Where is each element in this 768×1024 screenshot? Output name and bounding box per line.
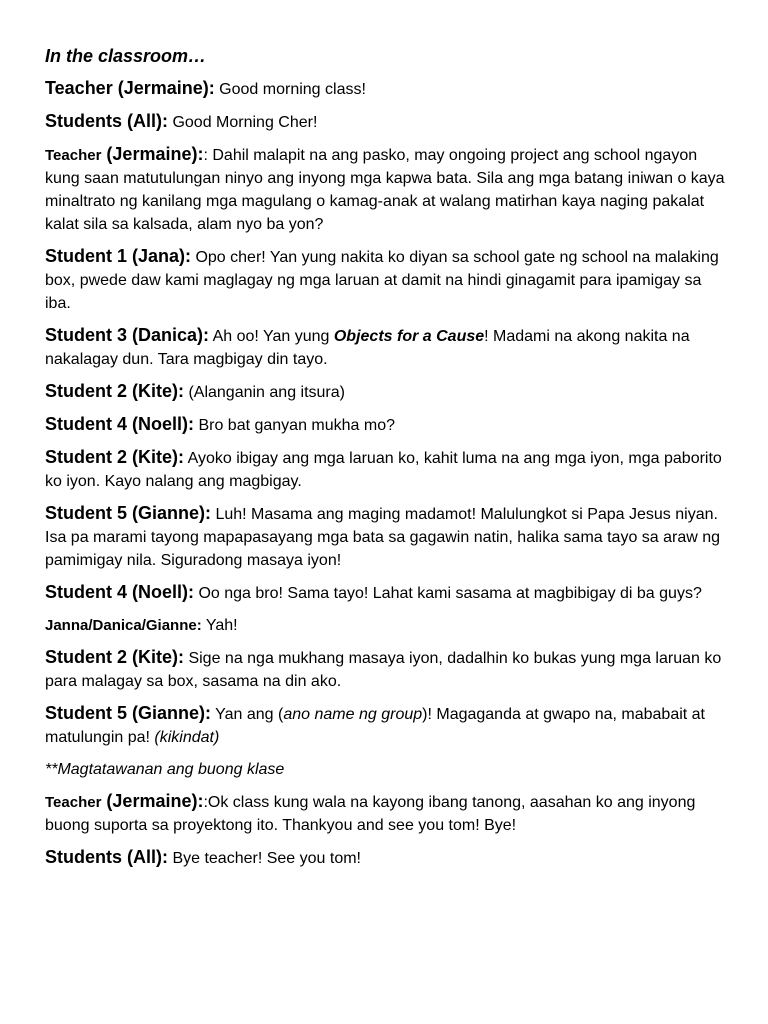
- dialogue-text: Luh! Masama ang maging madamot! Malulungkot si Papa Jesus niyan. Isa pa marami tayong mapapasayang mga bata sa gagawin natin, halika sama tayo sa araw ng pamimigay nila. Siguradong masaya iyon!: [45, 506, 721, 569]
- speaker-label-small: Teacher: [45, 147, 102, 164]
- dialogue-text: ! Madami na akong nakita na nakalagay dun. Tara magbigay din tayo.: [45, 328, 690, 368]
- speaker-label: Student 5 (Gianne):: [45, 503, 211, 523]
- dialogue-line: [45, 380, 727, 404]
- speaker-label: Student 3 (Danica):: [45, 325, 210, 345]
- dialogue-line: [45, 646, 727, 693]
- dialogue-text: Opo cher! Yan yung nakita ko diyan sa school gate ng school na malaking box, pwede daw kami maglagay ng mga laruan at damit na hindi ginagamit para ipamigay sa iba.: [45, 249, 719, 312]
- dialogue-line: [45, 245, 727, 315]
- stage-direction-inline: (kikindat): [154, 729, 220, 746]
- dialogue-text: Ayoko ibigay ang mga laruan ko, kahit luma na ang mga iyon, mga paborito ko iyon. Kayo nalang ang magbigay.: [45, 450, 722, 490]
- dialogue-line: [45, 614, 727, 637]
- dialogue-text: Sige na nga mukhang masaya iyon, dadalhin ko bukas yung mga laruan ko para malagay sa box, sasama na din ako.: [45, 650, 722, 690]
- italic-text: ano name ng group: [283, 706, 423, 723]
- speaker-label: Student 4 (Noell):: [45, 582, 194, 602]
- emphasis-text: Objects for a Cause: [333, 328, 485, 345]
- speaker-label: Student 5 (Gianne):: [45, 703, 211, 723]
- dialogue-text: Yan ang (: [211, 706, 284, 723]
- speaker-label: Students (All):: [45, 847, 168, 867]
- dialogue-line: [45, 790, 727, 837]
- speaker-label: (Jermaine):: [101, 791, 204, 811]
- dialogue-text: Yah!: [201, 617, 238, 634]
- dialogue-text: Good Morning Cher!: [168, 114, 318, 131]
- speaker-label: Students (All):: [45, 111, 168, 131]
- scene-heading: In the classroom…: [45, 46, 207, 66]
- speaker-label: (Jermaine):: [101, 144, 204, 164]
- speaker-label: Student 2 (Kite):: [45, 647, 184, 667]
- dialogue-line: [45, 324, 727, 371]
- dialogue-line: [45, 77, 727, 101]
- dialogue-text: )! Magaganda at gwapo na, mababait at matulungin pa!: [45, 706, 705, 746]
- dialogue-line: [45, 581, 727, 605]
- stage-direction: **Magtatawanan ang buong klase: [45, 761, 285, 778]
- dialogue-line: [45, 702, 727, 749]
- dialogue-text: : Dahil malapit na ang pasko, may ongoing project ang school ngayon kung saan matutulungan ninyo ang inyong mga kapwa bata. Sila ang mga batang iniwan o kaya minaltrato ng kanilang mga magulang o kamag-anak at walang matirhan kaya naging pakalat kalat sila sa kalsada, alam nyo ba yon?: [45, 147, 725, 233]
- document-page: [45, 44, 727, 879]
- speaker-label: Student 2 (Kite):: [45, 381, 184, 401]
- dialogue-text: :Ok class kung wala na kayong ibang tanong, aasahan ko ang inyong buong suporta sa proyektong ito. Thankyou and see you tom! Bye!: [45, 794, 696, 834]
- speaker-label: Student 2 (Kite):: [45, 447, 184, 467]
- speaker-label: Student 1 (Jana):: [45, 246, 192, 266]
- speaker-label: Teacher (Jermaine):: [45, 78, 215, 98]
- dialogue-line: [45, 143, 727, 236]
- dialogue-line: [45, 846, 727, 870]
- dialogue-line: [45, 502, 727, 572]
- dialogue-text: Ah oo! Yan yung: [209, 328, 334, 345]
- dialogue-text: Bro bat ganyan mukha mo?: [194, 417, 396, 434]
- speaker-label-small: Teacher: [45, 794, 102, 811]
- speaker-label: Student 4 (Noell):: [45, 414, 194, 434]
- dialogue-text: (Alanganin ang itsura): [184, 384, 345, 401]
- dialogue-line: [45, 110, 727, 134]
- dialogue-line: [45, 446, 727, 493]
- dialogue-text: Oo nga bro! Sama tayo! Lahat kami sasama at magbibigay di ba guys?: [194, 585, 702, 602]
- speaker-label-small: Janna/Danica/Gianne:: [45, 617, 202, 634]
- dialogue-text: Good morning class!: [214, 81, 366, 98]
- dialogue-line: [45, 413, 727, 437]
- dialogue-text: Bye teacher! See you tom!: [168, 850, 361, 867]
